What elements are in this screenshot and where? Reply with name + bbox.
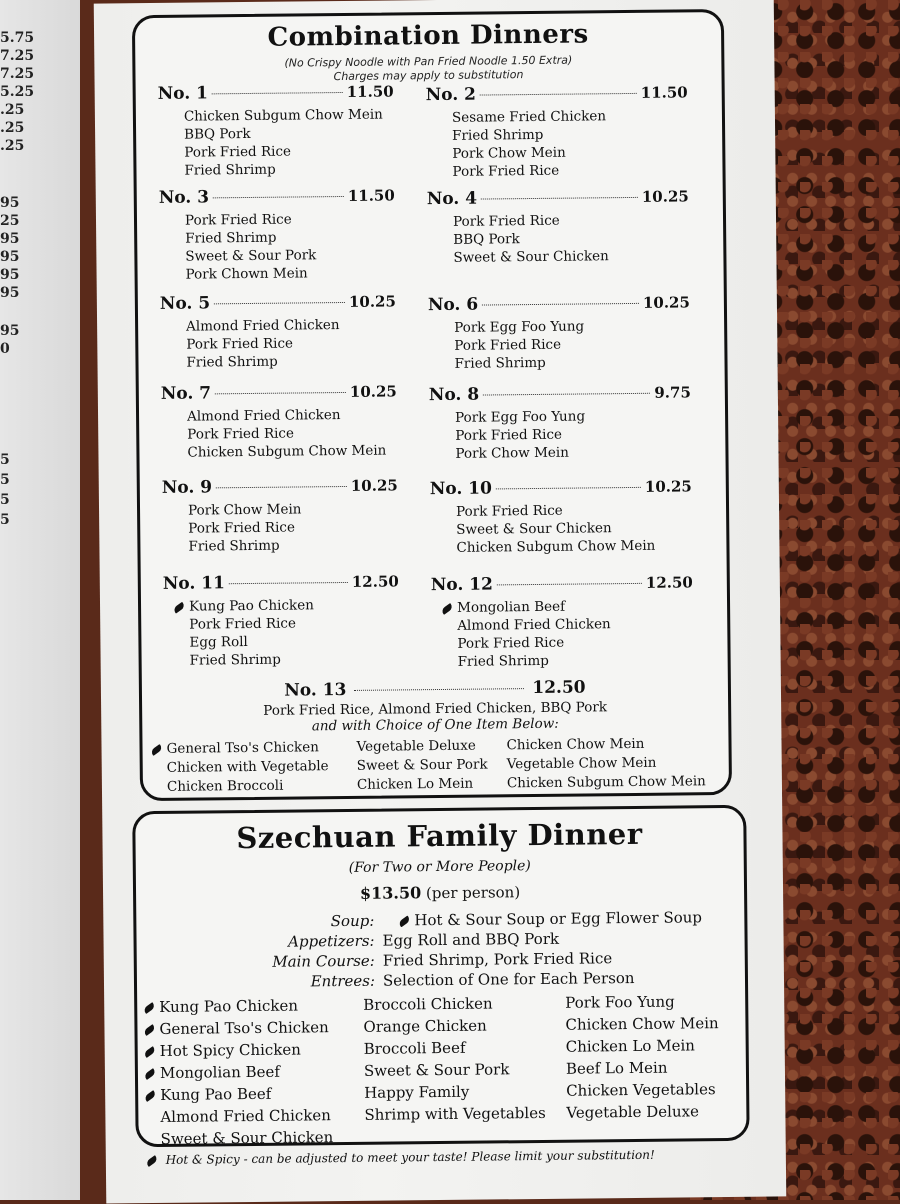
combo-item-name: Fried Shrimp [186,353,278,371]
szechuan-family-dinner-section [132,805,749,1147]
entree-name: Hot Spicy Chicken [159,1040,301,1060]
menu-page [94,0,787,1204]
entree-item [160,1060,333,1084]
combo-label: No. 7 [160,383,212,404]
combo-item [188,535,398,555]
combo-13-option [167,776,357,797]
combo-13-option [506,734,726,755]
combo-price: 10.25 [644,477,692,496]
combo-item-name: Almond Fried Chicken [186,317,340,335]
combo-price: 12.50 [532,677,586,699]
combo-item-name: Fried Shrimp [452,126,544,144]
combo-price: 12.50 [645,573,693,592]
entree-item [364,1080,546,1104]
combo-item-name: Sweet & Sour Chicken [456,520,612,538]
combo-item-name: Fried Shrimp [457,652,549,670]
combo-item [453,246,689,266]
entree-column [363,992,546,1126]
entree-name: Kung Pao Chicken [159,996,299,1016]
combo-price: 10.25 [641,187,689,206]
combo-price: 9.75 [654,383,691,402]
combo-item [185,245,395,265]
combo-item-name: Egg Roll [189,634,248,651]
entree-name: Beef Lo Mein [565,1058,668,1078]
combo-item [184,123,394,143]
combo-13-option [357,755,507,776]
combo-item-name: Sweet & Sour Chicken [453,248,609,266]
combo-label: No. 6 [427,294,479,316]
combo-item [187,405,397,425]
combo-2 [426,82,689,181]
entree-name: Broccoli Chicken [363,994,493,1014]
combo-item-name: Almond Fried Chicken [457,616,611,634]
combo-label: No. 8 [428,384,480,406]
entree-name: Almond Fried Chicken [160,1106,331,1126]
combo-item [456,536,692,556]
option-name: Vegetable Deluxe [356,737,476,755]
combo-price: 10.25 [350,476,398,495]
combo-item-name: Pork Fried Rice [184,211,292,229]
partial-price: 5 [0,492,10,508]
combo-item-name: Pork Egg Foo Yung [454,318,585,336]
combo-item-name: Pork Chown Mein [185,265,308,283]
combo-6 [428,292,691,373]
combo-1 [158,81,395,179]
combo-price: 10.25 [348,292,396,311]
partial-price: .25 [0,138,25,154]
combo-item-name: Mongolian Beef [456,598,566,616]
combo-price: 11.50 [347,186,395,205]
combo-item [189,595,399,615]
entree-name: Chicken Vegetables [566,1080,716,1100]
combo-12 [431,572,694,671]
entree-name: Pork Foo Yung [565,992,675,1012]
partial-price: 95 [0,323,20,339]
price-amount: $13.50 [359,883,422,903]
entree-name: Chicken Lo Mein [565,1036,695,1056]
entree-name: Shrimp with Vegetables [364,1103,546,1124]
partial-price: 5 [0,452,10,468]
combo-item-name: BBQ Pork [453,231,520,248]
combo-item [188,517,398,537]
entree-name: Kung Pao Beef [160,1084,272,1104]
entree-item [566,1078,719,1102]
combo-item-name: Pork Chow Mein [455,444,569,462]
combo-price: 11.50 [346,82,394,101]
partial-price: 95 [0,285,20,301]
course-value-text: Hot & Sour Soup or Egg Flower Soup [414,908,703,930]
combo-item-name: Sweet & Sour Pork [185,247,317,265]
option-name: Chicken with Vegetable [166,758,329,776]
entree-item [364,1102,546,1126]
entree-item [159,1016,332,1040]
combo-item-name: Fried Shrimp [188,537,280,555]
pepper-icon [398,915,411,927]
pepper-icon [440,602,453,614]
combo-13-option [357,774,507,795]
combo-item-name: Almond Fried Chicken [186,407,341,425]
combo-item-name: Fried Shrimp [454,354,546,372]
entree-name: Mongolian Beef [159,1062,281,1082]
combo-label: No. 12 [430,574,494,596]
option-name: Chicken Lo Mein [356,775,474,793]
course-value [383,949,613,969]
combo-13-description: Pork Fried Rice, Almond Fried Chicken, BBQ Pork [263,699,608,719]
entree-item [566,1100,719,1124]
course-label: Main Course: [272,951,375,971]
combo-5 [160,291,397,371]
pepper-icon [144,1090,157,1102]
course-label: Appetizers: [288,931,375,951]
course-label: Entrees: [310,971,376,991]
pepper-icon [145,1155,158,1167]
combo-4 [427,186,690,267]
entree-name: Vegetable Deluxe [566,1102,699,1122]
combo-label: No. 5 [159,293,211,314]
partial-price: 5.25 [0,84,35,100]
partial-price: 95 [0,231,20,247]
partial-price: .25 [0,120,25,136]
entree-item [159,994,332,1018]
combo-3 [159,185,396,283]
combo-label: No. 2 [425,84,477,106]
combo-item [452,160,688,180]
combo-item [185,209,395,229]
combo-price: 12.50 [351,572,399,591]
entree-name: Chicken Chow Mein [565,1014,719,1034]
option-name: Vegetable Chow Mein [506,754,657,773]
previous-page-edge [0,0,80,1200]
combo-item-name: Chicken Subgum Chow Mein [456,537,656,556]
course-value [383,969,635,990]
combo-price: 10.25 [642,293,690,312]
course-value [382,908,702,929]
combo-8 [429,382,692,463]
entree-item [160,1082,333,1106]
entree-item [160,1038,333,1062]
option-name: Sweet & Sour Pork [356,756,488,774]
course-row [136,908,744,931]
combo-10 [430,476,693,557]
pepper-icon [143,1002,156,1014]
combo-item [189,613,399,633]
combo-label: No. 13 [284,679,347,701]
combo-item [190,649,400,669]
combo-label: No. 9 [161,477,213,498]
footer-text: Hot & Spicy - can be adjusted to meet your taste! Please limit your substitution! [165,1147,655,1167]
footer-note [146,1147,746,1167]
combo-item [186,315,396,335]
combo-13 [152,676,719,797]
combo-item [187,423,397,443]
combo-item-name: Fried Shrimp [185,229,277,247]
combo-item [184,141,394,161]
combo-item-name: Pork Chow Mein [452,144,566,162]
section-note: Charges may apply to substitution [333,68,524,84]
partial-price: 7.25 [0,66,35,82]
combo-item [454,352,690,372]
combo-item [455,442,691,462]
combo-label: No. 4 [426,188,478,210]
entree-column [159,994,333,1150]
combo-13-option [356,736,506,757]
combination-dinners-section [132,9,732,801]
combo-item-name: Pork Fried Rice [189,615,297,633]
combo-label: No. 11 [162,573,225,594]
combo-item [189,631,399,651]
partial-price: 95 [0,195,20,211]
partial-price: 5.75 [0,30,35,46]
pepper-icon [143,1068,156,1080]
combo-item [458,650,694,670]
combo-item-name: Pork Fried Rice [186,335,294,353]
course-value-text: Selection of One for Each Person [382,968,635,990]
combo-price: 11.50 [640,83,688,102]
entree-item [566,1034,719,1058]
entree-name: Broccoli Beef [363,1038,466,1058]
partial-price: 5 [0,512,10,528]
combo-item [187,441,397,461]
combo-item-name: Pork Fried Rice [455,426,563,444]
section-note: (No Crispy Noodle with Pan Fried Noodle 1.50 Extra) [284,53,573,70]
partial-price: 0 [0,341,10,357]
combo-item-name: Pork Fried Rice [454,336,562,354]
pepper-icon [143,1024,156,1036]
partial-price: 95 [0,267,20,283]
combo-item [188,499,398,519]
section-title: Szechuan Family Dinner [236,816,643,856]
combo-item-name: Pork Fried Rice [188,519,296,537]
entree-item [364,1036,546,1060]
combo-label: No. 3 [158,187,210,208]
combo-item-name: Pork Fried Rice [452,162,560,180]
entree-name: Sweet & Sour Pork [363,1060,510,1080]
combo-11 [163,571,400,669]
combo-13-choice-note: and with Choice of One Item Below: [311,715,559,735]
entree-name: General Tso's Chicken [159,1018,329,1038]
combo-item-name: Fried Shrimp [184,161,276,179]
combo-price: 10.25 [349,382,397,401]
combo-item-name: Pork Egg Foo Yung [455,408,586,426]
combo-item-name: Chicken Subgum Chow Mein [187,442,387,461]
pepper-icon [172,601,185,613]
option-name: Chicken Subgum Chow Mein [506,773,706,792]
combo-label: No. 1 [157,83,209,104]
entree-item [161,1126,334,1150]
entree-item [565,990,718,1014]
course-label: Soup: [330,911,375,931]
entree-name: Happy Family [364,1082,470,1102]
section-subtitle: (For Two or More People) [348,858,531,876]
combo-13-options [166,734,719,797]
entree-item [565,1012,718,1036]
partial-price: 95 [0,249,20,265]
combo-13-option [507,753,727,774]
course-value [382,930,559,950]
combo-item [185,263,395,283]
combo-item-name: Sesame Fried Chicken [451,108,607,126]
partial-price: .25 [0,102,25,118]
entree-column [565,990,720,1124]
entree-item [566,1056,719,1080]
combo-item-name: Pork Fried Rice [452,212,560,230]
course-value-text: Egg Roll and BBQ Pork [382,929,560,950]
combo-label: No. 10 [429,478,493,500]
family-price [136,880,744,905]
section-title: Combination Dinners [267,19,589,53]
combo-9 [162,475,399,555]
combo-item-name: Pork Fried Rice [455,502,563,520]
entree-item [363,1014,545,1038]
entree-item [160,1104,333,1128]
partial-price: 7.25 [0,48,35,64]
combo-item-name: BBQ Pork [184,125,251,143]
course-value-text: Fried Shrimp, Pork Fried Rice [382,949,613,970]
combo-item-name: Chicken Subgum Chow Mein [183,106,383,125]
partial-price: 25 [0,213,20,229]
partial-price: 5 [0,472,10,488]
pepper-icon [143,1046,156,1058]
combo-13-option [166,738,356,759]
combo-item [186,351,396,371]
combo-item [185,227,395,247]
price-unit: (per person) [425,883,521,903]
option-name: Chicken Broccoli [166,777,284,795]
pepper-icon [150,744,163,756]
combo-item [184,105,394,125]
combo-item-name: Pork Fried Rice [187,425,295,443]
combo-item [184,159,394,179]
combo-item-name: Pork Fried Rice [184,143,292,161]
combo-item-name: Kung Pao Chicken [188,597,314,615]
option-name: Chicken Chow Mein [506,735,645,754]
entree-name: Sweet & Sour Chicken [160,1128,334,1148]
entree-item [364,1058,546,1082]
combo-13-option [167,757,357,778]
combo-7 [161,381,398,461]
combo-item-name: Pork Chow Mein [187,501,302,519]
combo-item-name: Fried Shrimp [189,651,281,669]
combo-13-option [507,772,727,793]
combo-item-name: Pork Fried Rice [457,634,565,652]
entree-item [363,992,545,1016]
entree-name: Orange Chicken [363,1016,487,1036]
combo-item [186,333,396,353]
option-name: General Tso's Chicken [166,739,319,757]
